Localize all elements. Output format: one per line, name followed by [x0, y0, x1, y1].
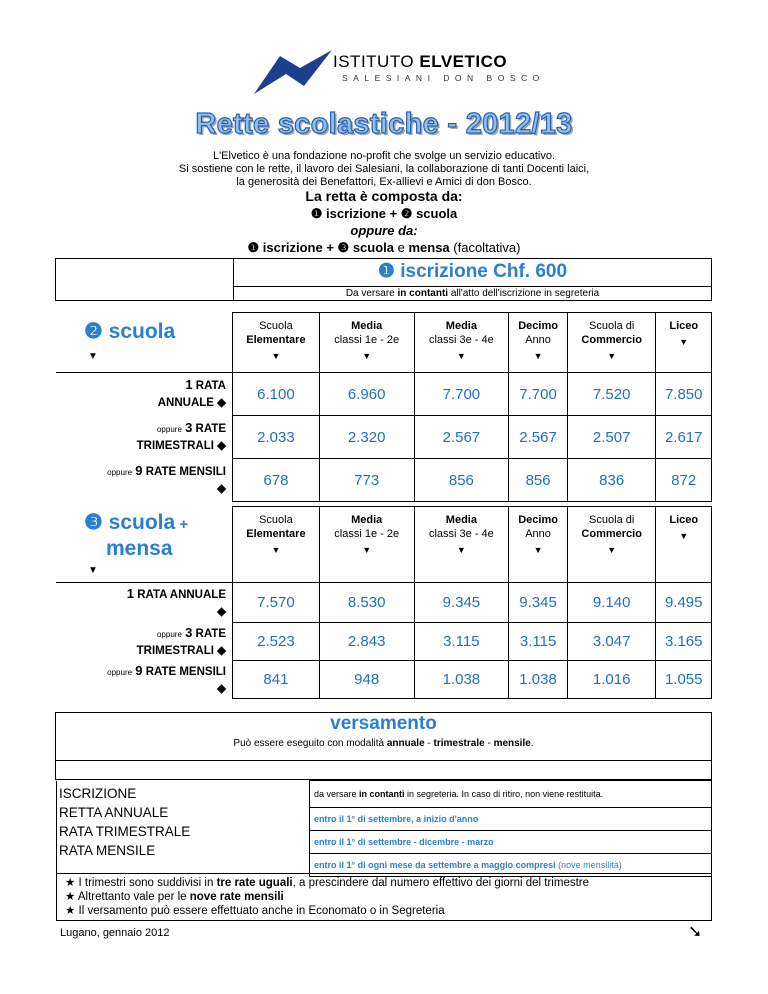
row-label: oppure 3 RATE TRIMESTRALI ◆: [56, 416, 233, 459]
table-cell: 3.115: [509, 623, 568, 661]
table-cell: 948: [319, 661, 414, 699]
payment-desc: da versare in contanti in segreteria. In caso di ritiro, non viene restituita.: [310, 781, 712, 808]
arrow-down-icon: ▼: [88, 350, 98, 362]
col-header: Decimo Anno ▼: [509, 313, 568, 373]
star-icon: ★: [65, 905, 76, 917]
table-cell: 9.495: [656, 583, 712, 623]
table-cell: 3.165: [656, 623, 712, 661]
versamento-divider: [55, 760, 712, 781]
table-cell: 2.523: [233, 623, 320, 661]
table-cell: 1.055: [656, 661, 712, 699]
versamento-subtitle: Può essere eseguito con modalità annuale - trimestrale - mensile.: [233, 738, 534, 749]
star-icon: ★: [65, 877, 76, 889]
table-cell: 872: [656, 459, 712, 502]
table-cell: 2.567: [414, 416, 509, 459]
table-cell: 7.700: [414, 373, 509, 416]
list-item: RATA TRIMESTRALE: [59, 823, 191, 839]
list-item: RATA MENSILE: [59, 842, 156, 858]
page-title: Rette scolastiche - 2012/13: [195, 108, 573, 140]
payment-desc: entro il 1° di ogni mese da settembre a maggio compresi (nove mensilità): [310, 854, 712, 877]
place-date: Lugano, gennaio 2012: [60, 927, 170, 939]
col-header: Media classi 1e - 2e ▼: [319, 313, 414, 373]
col-header: Media classi 1e - 2e ▼: [319, 507, 414, 583]
mensa-title: ❸ scuola + mensa: [84, 510, 189, 560]
list-item: ISCRIZIONE: [59, 785, 137, 801]
table-cell: 2.567: [509, 416, 568, 459]
table-cell: 773: [319, 459, 414, 502]
table-cell: 8.530: [319, 583, 414, 623]
row-label: 1 RATA ANNUALE ◆: [56, 583, 233, 623]
table-cell: 6.100: [233, 373, 320, 416]
logo-subtitle: SALESIANI DON BOSCO: [342, 73, 545, 83]
logo-icon: [252, 46, 337, 96]
col-header: Media classi 3e - 4e ▼: [414, 507, 509, 583]
iscrizione-header: [233, 258, 712, 287]
row-label: 1 RATA ANNUALE ◆: [56, 373, 233, 416]
table-cell: 2.033: [233, 416, 320, 459]
table-cell: 841: [233, 661, 320, 699]
scuola-title: ❷ scuola: [84, 319, 176, 343]
table-cell: 3.047: [567, 623, 656, 661]
col-header: Scuola Elementare ▼: [233, 313, 320, 373]
table-cell: 2.617: [656, 416, 712, 459]
row-label: oppure 9 RATE MENSILI ◆: [56, 459, 233, 502]
iscrizione-amount: Chf. 600: [493, 261, 568, 282]
iscrizione-label: ❶ iscrizione: [377, 261, 488, 282]
col-header: Liceo ▼: [656, 507, 712, 583]
row-label: oppure 3 RATE TRIMESTRALI ◆: [56, 623, 233, 661]
payment-labels: [57, 781, 310, 877]
star-icon: ★: [65, 891, 76, 903]
col-header: Scuola di Commercio ▼: [567, 313, 656, 373]
arrow-down-icon: ▼: [88, 564, 98, 576]
table-cell: 678: [233, 459, 320, 502]
list-item: ★ Il versamento può essere effettuato anche in Economato o in Segreteria: [65, 905, 445, 917]
table-cell: 9.345: [509, 583, 568, 623]
versamento-title: versamento: [330, 713, 437, 734]
iscrizione-note: Da versare in contanti all'atto dell'iscrizione in segreteria: [345, 288, 600, 299]
list-item: ★ I trimestri sono suddivisi in tre rate uguali, a prescindere dal numero effettivo dei giorni del trimestre: [65, 877, 590, 889]
table-cell: 2.507: [567, 416, 656, 459]
mensa-table: [56, 506, 712, 699]
table-cell: 9.140: [567, 583, 656, 623]
table-cell: 2.320: [319, 416, 414, 459]
col-header: Media classi 3e - 4e ▼: [414, 313, 509, 373]
table-cell: 7.700: [509, 373, 568, 416]
table-cell: 1.016: [567, 661, 656, 699]
list-item: RETTA ANNUALE: [59, 804, 169, 820]
table-cell: 6.960: [319, 373, 414, 416]
row-label: oppure 9 RATE MENSILI ◆: [56, 661, 233, 699]
table-cell: 856: [509, 459, 568, 502]
table-cell: 3.115: [414, 623, 509, 661]
col-header: Scuola Elementare ▼: [233, 507, 320, 583]
table-cell: 856: [414, 459, 509, 502]
payment-desc: entro il 1° di settembre - dicembre - marzo: [310, 831, 712, 854]
col-header: Liceo ▼: [656, 313, 712, 373]
arrow-down-right-icon: ➘: [688, 922, 703, 941]
col-header: Decimo Anno ▼: [509, 507, 568, 583]
table-cell: 9.345: [414, 583, 509, 623]
table-cell: 836: [567, 459, 656, 502]
table-cell: 7.570: [233, 583, 320, 623]
table-cell: 7.850: [656, 373, 712, 416]
notes-box: [56, 873, 712, 921]
intro-text: L'Elvetico è una fondazione no-profit che svolge un servizio educativo. Si sostiene con le rette, il lavoro dei Salesiani, la collaborazione di tanti Docenti laici, la generosità dei Benefattori, Ex-allievi e Amici di don Bosco.: [178, 150, 590, 188]
list-item: ★ Altrettanto vale per le nove rate mensili: [65, 891, 284, 903]
table-cell: 2.843: [319, 623, 414, 661]
scuola-table: [56, 312, 712, 502]
mensa-title-cell: [56, 507, 233, 583]
logo-title: ISTITUTO ELVETICO: [333, 52, 508, 71]
table-cell: 1.038: [414, 661, 509, 699]
payments-table: [56, 780, 712, 877]
composition-text: La retta è composta da: ❶ iscrizione + ❷ scuola oppure da: ❶ iscrizione + ❸ scuola e mensa (facoltativa): [247, 188, 521, 255]
table-cell: 1.038: [509, 661, 568, 699]
col-header: Scuola di Commercio ▼: [567, 507, 656, 583]
iscrizione-left-cell: [55, 258, 234, 301]
payment-desc: entro il 1° di settembre, a inizio d'anno: [310, 808, 712, 831]
table-cell: 7.520: [567, 373, 656, 416]
scuola-title-cell: [56, 313, 233, 373]
